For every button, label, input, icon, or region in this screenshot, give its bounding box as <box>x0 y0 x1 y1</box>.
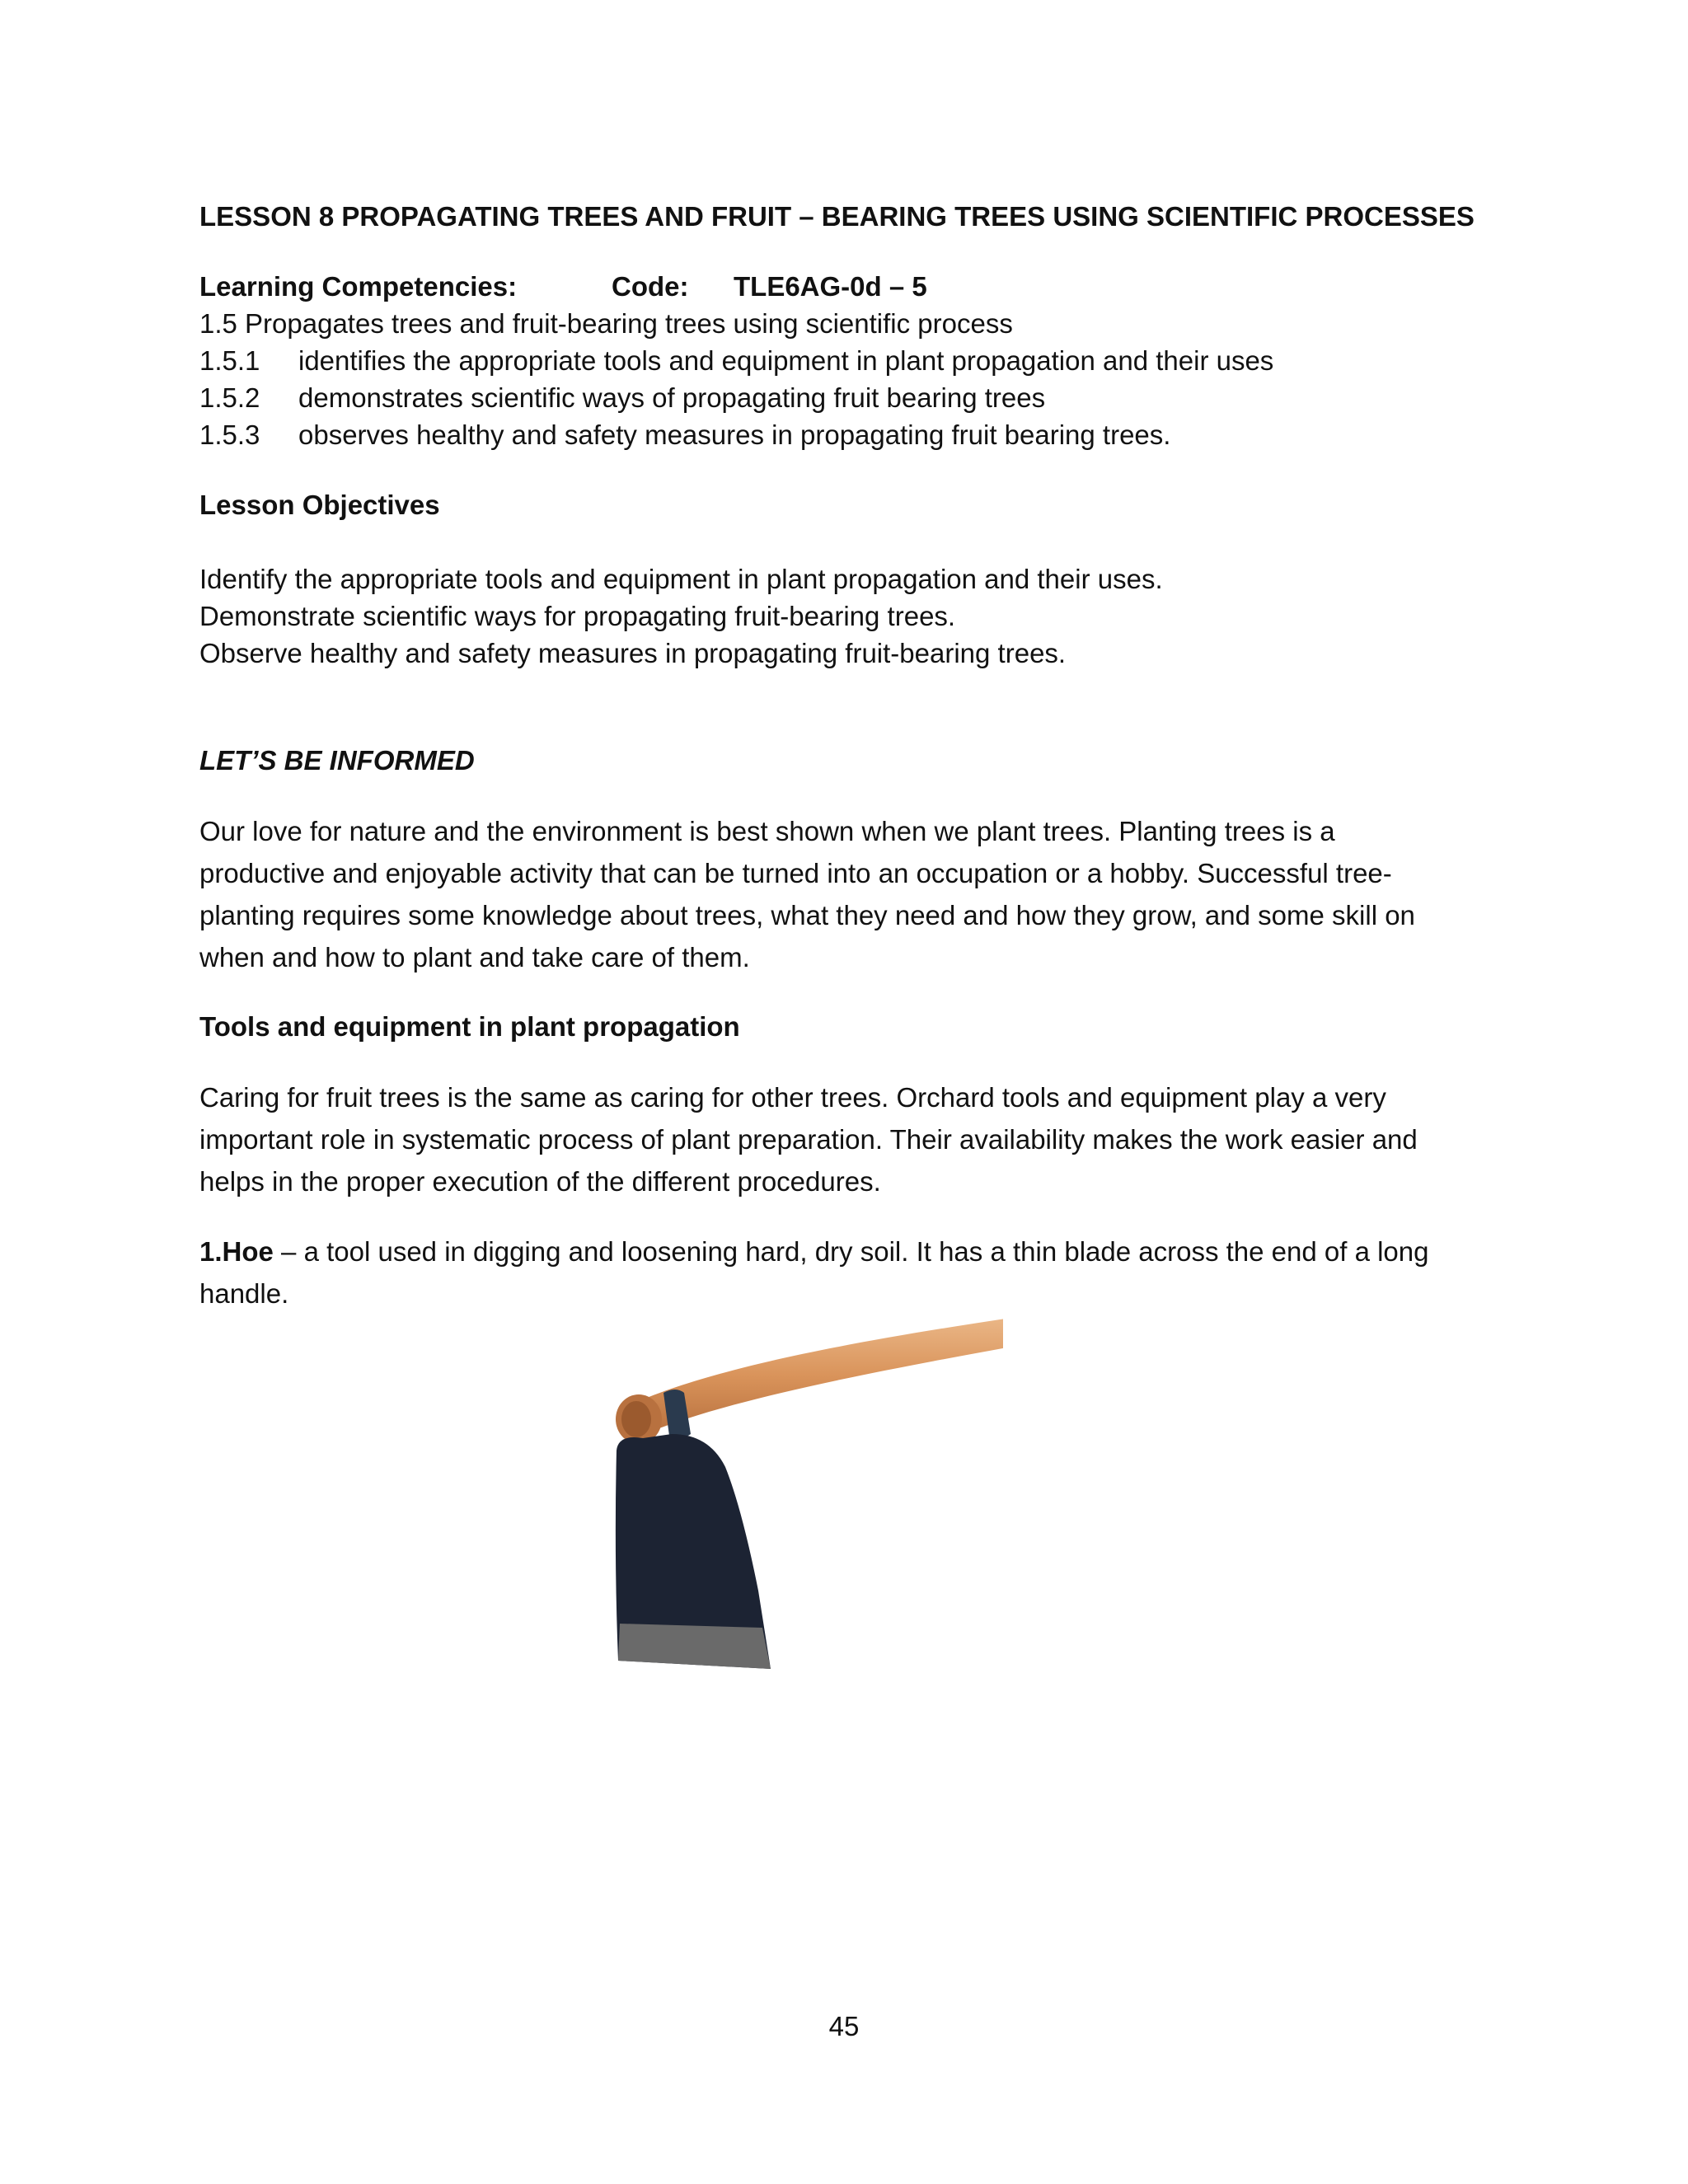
hoe-description-cont: handle. <box>199 1278 289 1309</box>
hoe-description: – a tool used in digging and loosening hard, dry soil. It has a thin blade across the end of a long <box>273 1236 1429 1267</box>
tools-line: important role in systematic process of plant preparation. Their availability makes the work easier and <box>199 1124 1418 1155</box>
informed-heading: LET’S BE INFORMED <box>199 745 475 776</box>
informed-line: when and how to plant and take care of them. <box>199 942 750 972</box>
informed-line: productive and enjoyable activity that can be turned into an occupation or a hobby. Successful tree- <box>199 858 1392 888</box>
lesson-title: LESSON 8 PROPAGATING TREES AND FRUIT – BEARING TREES USING SCIENTIFIC PROCESSES <box>199 201 1475 232</box>
competency-number: 1.5.1 <box>199 345 260 376</box>
hoe-image <box>593 1310 1022 1673</box>
objective-item: Identify the appropriate tools and equipment in plant propagation and their uses. <box>199 564 1163 594</box>
objectives-heading: Lesson Objectives <box>199 490 440 520</box>
hoe-blade-edge <box>618 1624 771 1669</box>
competencies-header <box>199 268 1502 305</box>
page-content <box>199 198 1502 1315</box>
competency-text: demonstrates scientific ways of propagating fruit bearing trees <box>298 382 1046 413</box>
informed-line: Our love for nature and the environment is best shown when we plant trees. Planting trees is a <box>199 816 1335 846</box>
hoe-term: 1.Hoe <box>199 1236 274 1267</box>
hoe-handle-end <box>1003 1317 1015 1350</box>
tools-line: Caring for fruit trees is the same as caring for other trees. Orchard tools and equipment play a very <box>199 1082 1386 1113</box>
competency-main: 1.5 Propagates trees and fruit-bearing trees using scientific process <box>199 308 1013 339</box>
code-label: Code: <box>612 271 689 302</box>
competency-text: identifies the appropriate tools and equipment in plant propagation and their uses <box>298 345 1274 376</box>
competency-number: 1.5.2 <box>199 382 260 413</box>
competency-item <box>199 416 1502 453</box>
code-value: TLE6AG-0d – 5 <box>734 271 927 302</box>
page-number: 45 <box>828 2011 860 2041</box>
competency-text: observes healthy and safety measures in propagating fruit bearing trees. <box>298 419 1171 450</box>
hoe-definition <box>199 1230 1502 1272</box>
competency-item <box>199 379 1502 416</box>
objective-item: Demonstrate scientific ways for propagating fruit-bearing trees. <box>199 601 956 631</box>
informed-line: planting requires some knowledge about trees, what they need and how they grow, and some skill on <box>199 900 1415 930</box>
competency-number: 1.5.3 <box>199 419 260 450</box>
competencies-label: Learning Competencies: <box>199 271 518 302</box>
tools-heading: Tools and equipment in plant propagation <box>199 1011 740 1042</box>
competency-item <box>199 342 1502 379</box>
tools-line: helps in the proper execution of the different procedures. <box>199 1166 881 1197</box>
hoe-handle <box>639 1319 1007 1434</box>
objective-item: Observe healthy and safety measures in propagating fruit-bearing trees. <box>199 638 1067 668</box>
